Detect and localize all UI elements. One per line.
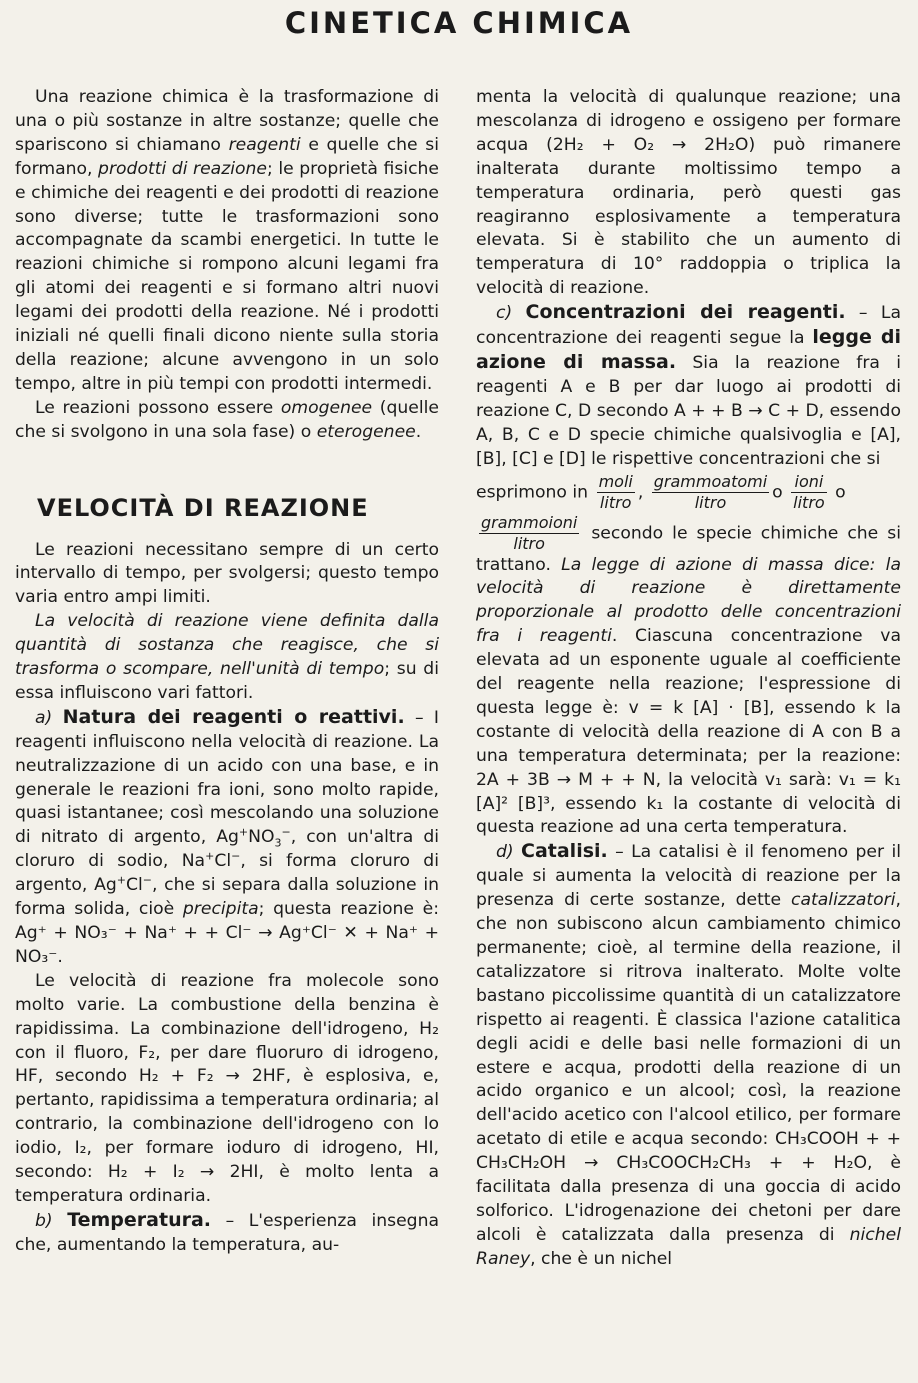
left-column	[15, 86, 439, 1258]
page-title: CINETICA CHIMICA	[284, 6, 634, 40]
law-term: legge di azione di massa.	[476, 326, 902, 373]
factor-a-paragraph: a) Natura dei reagenti o reattivi. – I reagenti influiscono nella velocità di reazione. La neutralizzazione di un acido con una base, e in generale le reazioni fra ioni, sono molto rapide, quasi istantanee; così mescolando una soluzione di nitrato di argento, $Ag^+NO_3^-$, con un'altra di cloruro di sodio, Na+Cl−, si forma cloruro di argento, Ag+Cl−, che si separa dalla soluzione in forma solida, cioè precipita; questa reazione è: Ag⁺ + NO₃⁻ + Na⁺ + + Cl⁻ → Ag⁺Cl⁻ ✕ + Na⁺ + NO₃⁻.	[15, 705, 440, 967]
fraction-ioni-litro: $\frac{\text{ioni}}{\text{litro}}$	[793, 471, 825, 512]
concentration-units-2: $\frac{\text{grammoioni}}{\text{litro}}$ secondo le specie chimiche che si trattano. La legge di azione di massa dice: la velocità di reazione è direttamente proporzionale al prodotto delle concentrazioni fra i reagenti. Ciascuna concentrazione va elevata ad un esponente uguale al coefficiente del reagente nella reazione; l'espressione di questa legge è: v = k [A] · [B], essendo k la costante di velocità della reazione di A con B a una temperatura determinata; per la reazione: 2A + 3B → M + + N, la velocità v₁ sarà: v₁ = k₁ [A]² [B]³, essendo k₁ la costante di velocità di questa reazione ad una certa temperatura.	[476, 512, 901, 838]
velocita-paragraph-1: Le reazioni necessitano sempre di un certo intervallo di tempo, per svolgersi; questo tempo varia entro ampi limiti.	[15, 539, 439, 608]
section-heading-velocita: VELOCITÀ DI REAZIONE	[37, 493, 369, 522]
intro-paragraph-2: Le reazioni possono essere omogenee (quelle che si svolgono in una sola fase) o eterogenee.	[15, 397, 440, 442]
factor-a-heading: Natura dei reagenti o reattivi.	[62, 705, 405, 728]
factor-b-continuation: menta la velocità di qualunque reazione; una mescolanza di idrogeno e ossigeno per formare acqua (2H₂ + O₂ → 2H₂O) può rimanere inalterata durante moltissimo tempo a temperatura ordinaria, però questi gas reagiranno esplosivamente a temperatura elevata. Si è stabilito che un aumento di temperatura di 10° raddoppia o triplica la velocità di reazione.	[476, 87, 901, 299]
factor-c-paragraph: c) Concentrazioni dei reagenti. – La concentrazione dei reagenti segue la legge di azione di massa. Sia la reazione fra i reagenti A e B per dar luogo ai prodotti di reazione C, D secondo A + + B → C + D, essendo A, B, C e D specie chimiche qualsivoglia e [A], [B], [C] e [D] le rispettive concentrazioni che si	[476, 301, 902, 469]
factor-a-paragraph-2: Le velocità di reazione fra molecole sono molto varie. La combustione della benzina è rapidissima. La combinazione dell'idrogeno, H₂ con il fluoro, F₂, per dare fluoruro di idrogeno, HF, secondo H₂ + F₂ → 2HF, è esplosiva, e, pertanto, rapidissima a temperatura ordinaria; al contrario, la combinazione dell'idrogeno con lo iodio, I₂, per formare ioduro di idrogeno, HI, secondo: H₂ + I₂ → 2HI, è molto lenta a temperatura ordinaria.	[15, 970, 439, 1206]
concentration-units: esprimono in $\frac{\text{moli}}{\text{litro}}$ , $\frac{\text{grammoatomi}}{\text{litro}}$ o $\frac{\text{ioni}}{\text{litro}}$ o	[476, 471, 846, 512]
fraction-grammoatomi-litro: $\frac{\text{grammoatomi}}{\text{litro}}$	[653, 471, 768, 512]
factor-b-paragraph: b) Temperatura. – L'esperienza insegna che, aumentando la temperatura, au-	[15, 1208, 439, 1255]
velocita-paragraph-2: La velocità di reazione viene definita dalla quantità di sostanza che reagisce, che si trasforma o scompare, nell'unità di tempo; su di essa influiscono vari fattori.	[15, 611, 439, 703]
factor-b-heading: Temperatura.	[67, 1208, 212, 1231]
fraction-grammoioni-litro: $\frac{\text{grammoioni}}{\text{litro}}$	[481, 512, 578, 553]
factor-d-heading: Catalisi.	[521, 840, 608, 863]
intro-paragraph-1: Una reazione chimica è la trasformazione di una o più sostanze in altre sostanze; quelle che spariscono si chiamano reagenti e quelle che si formano, prodotti di reazione; le proprietà fisiche e chimiche dei reagenti e dei prodotti di reazione sono diverse; tutte le trasformazioni sono accompagnate da scambi energetici. In tutte le reazioni chimiche si rompono alcuni legami fra gli atomi dei reagenti e si formano altri nuovi legami dei prodotti della reazione. Né i prodotti iniziali né quelli finali dicono niente sulla storia della reazione; alcune avvengono in un solo tempo, altre in più tempi con prodotti intermedi.	[15, 87, 439, 394]
right-column	[476, 86, 901, 1272]
factor-d-paragraph: d) Catalisi. – La catalisi è il fenomeno per il quale si aumenta la velocità di reazione per la presenza di certe sostanze, dette catalizzatori, che non subiscono alcun cambiamento chimico permanente; cioè, al termine della reazione, il catalizzatore si ritrova inalterato. Molte volte bastano piccolissime quantità di un catalizzatore rispetto ai reagenti. È classica l'azione catalitica degli acidi e delle basi nelle formazioni di un estere e acqua, prodotti della reazione di un acido organico e un alcool; così, la reazione dell'acido acetico con l'alcool etilico, per formare acetato di etile e acqua secondo: CH₃COOH + + CH₃CH₂OH → CH₃COOCH₂CH₃ + + H₂O, è facilitata dalla presenza di una goccia di acido solforico. L'idrogenazione dei chetoni per dare alcoli è catalizzata dalla presenza di nichel Raney, che è un nichel	[476, 840, 901, 1269]
fraction-moli-litro: $\frac{\text{moli}}{\text{litro}}$	[598, 471, 633, 512]
factor-c-heading: Concentrazioni dei reagenti.	[525, 301, 846, 324]
